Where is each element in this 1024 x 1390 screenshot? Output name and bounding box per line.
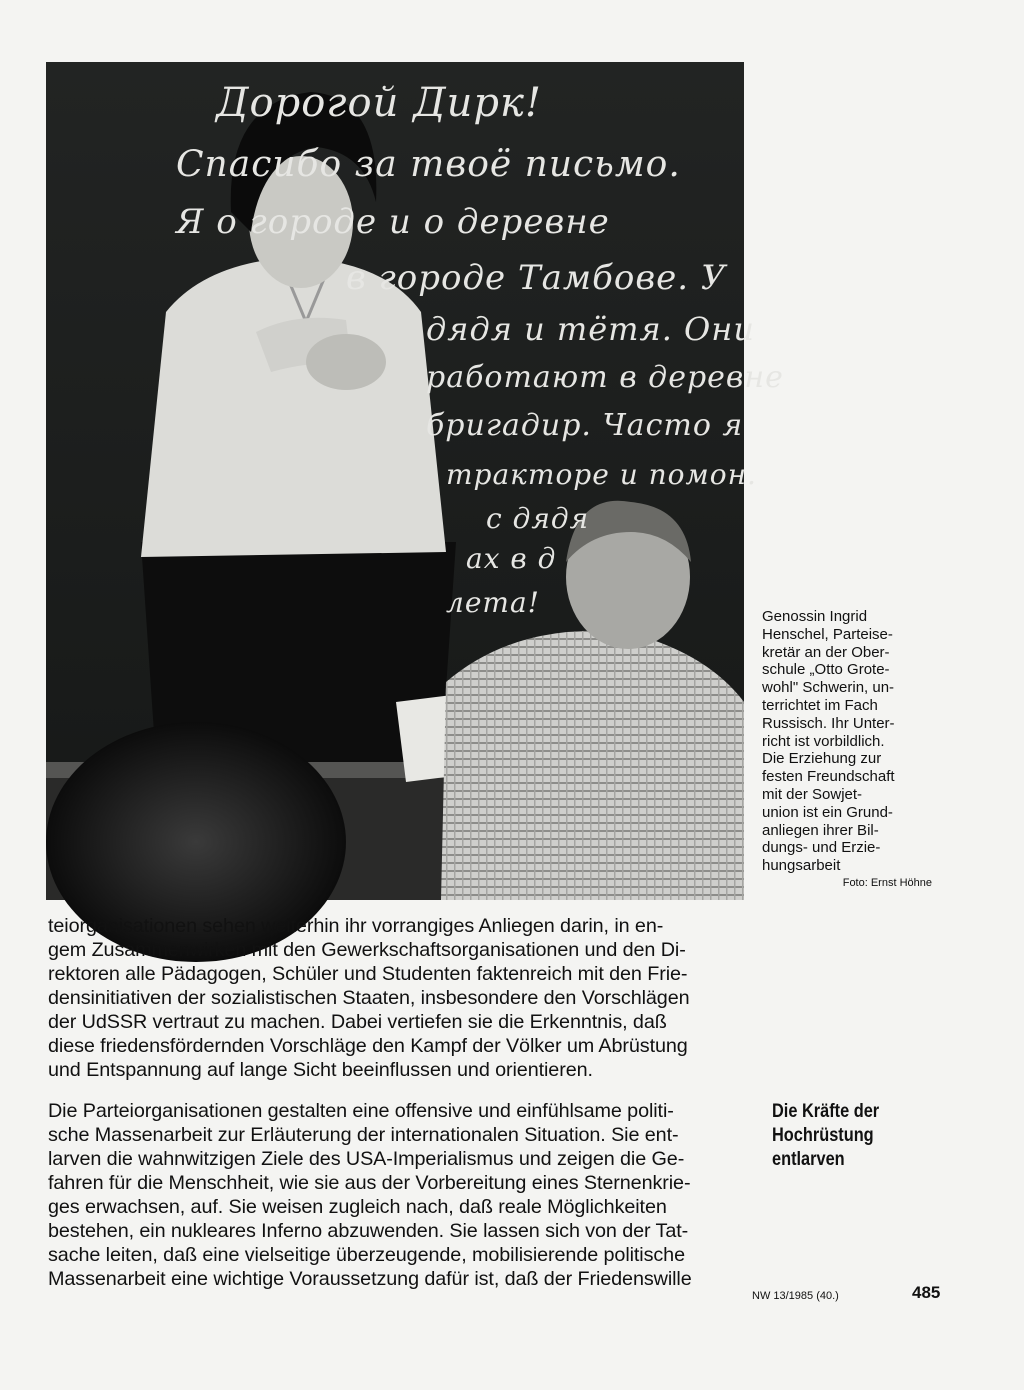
text-line: der UdSSR vertraut zu machen. Dabei vertiefen sie die Erkenntnis, daß [48,1011,667,1033]
text-line: rektoren alle Pädagogen, Schüler und Studenten faktenreich mit den Frie- [48,963,688,985]
caption-line: hungsarbeit [762,857,841,875]
text-line: teiorganisationen sehen weiterhin ihr vorrangiges Anliegen darin, in en- [48,915,664,937]
caption-line: dungs- und Erzie- [762,839,881,857]
caption-line: richt ist vorbildlich. [762,732,885,750]
caption-line: mit der Sowjet- [762,785,863,803]
classroom-photo [46,62,784,900]
caption-line: terrichtet im Fach [762,696,878,714]
text-line: ges erwachsen, auf. Sie weisen zugleich nach, daß reale Möglichkeiten [48,1196,667,1218]
caption-line: wohl" Schwerin, un- [762,679,895,697]
caption-line: Die Erziehung zur [762,750,882,768]
text-line: Die Parteiorganisationen gestalten eine offensive und einfühlsame politi- [48,1100,674,1122]
body-paragraph-2 [48,1099,748,1291]
chalk-line: бригадир. Часто я [426,408,744,443]
text-line: larven die wahnwitzigen Ziele des USA-Imperialismus und zeigen die Ge- [48,1148,685,1170]
body-paragraph-1 [48,914,748,1082]
text-line: sche Massenarbeit zur Erläuterung der internationalen Situation. Sie ent- [48,1124,679,1146]
caption-text [762,608,932,875]
chalk-line: ах в д [466,542,557,575]
caption-line: festen Freundschaft [762,768,895,786]
student-shirt [441,631,744,900]
photo-credit: Foto: Ernst Höhne [842,876,932,889]
text-line: Massenarbeit eine wichtige Voraussetzung dafür ist, daß der Friedenswille [48,1268,692,1290]
heading-line: Hochrüstung [772,1125,874,1146]
chalk-line: тракторе и помон. [446,458,757,491]
caption-line: schule „Otto Grote- [762,661,890,679]
caption-line: Genossin Ingrid [762,608,868,625]
caption-line: Russisch. Ihr Unter- [762,714,895,732]
text-line: sache leiten, daß eine vielseitige überzeugende, mobilisierende politische [48,1244,685,1266]
teacher-blouse [141,257,446,557]
teacher-hand [306,334,386,390]
caption-line: kretär an der Ober- [762,643,890,661]
chalk-line: в городе Тамбове. У [346,258,727,298]
chalk-line: Я о городе и о деревне [176,202,610,242]
text-line: bestehen, ein nukleares Inferno abzuwenden. Sie lassen sich von der Tat- [48,1220,689,1242]
chalk-line: работают в деревне [426,360,784,395]
heading-line: Die Kräfte der [772,1101,880,1122]
chalk-line: дядя и тётя. Они [426,310,755,348]
text-line: und Entspannung auf lange Sicht beeinflussen und orientieren. [48,1059,593,1081]
caption-line: Henschel, Parteise- [762,625,893,643]
chalk-line: Спасибо за твоё письмо. [176,144,681,185]
chalk-line: с дядя [486,502,590,535]
chalk-line: Дорогой Дирк! [216,80,542,126]
caption-line: union ist ein Grund- [762,803,893,821]
page-number: 485 [912,1283,941,1302]
text-line: fahren für die Menschheit, wie sie aus der Vorbereitung eines Sternenkrie- [48,1172,691,1194]
caption-line: anliegen ihrer Bil- [762,821,879,839]
issue-reference: NW 13/1985 (40.) [752,1290,839,1302]
text-line: densinitiativen der sozialistischen Staaten, insbesondere den Vorschlägen [48,987,690,1009]
marginal-heading [772,1100,879,1172]
text-line: diese friedensfördernden Vorschläge den Kampf der Völker um Abrüstung [48,1035,688,1057]
photo-caption [762,608,932,890]
heading-line: entlarven [772,1149,845,1170]
chalk-line: лета! [446,586,540,619]
text-line: gem Zusammenwirken mit den Gewerkschaftsorganisationen und den Di- [48,939,686,961]
